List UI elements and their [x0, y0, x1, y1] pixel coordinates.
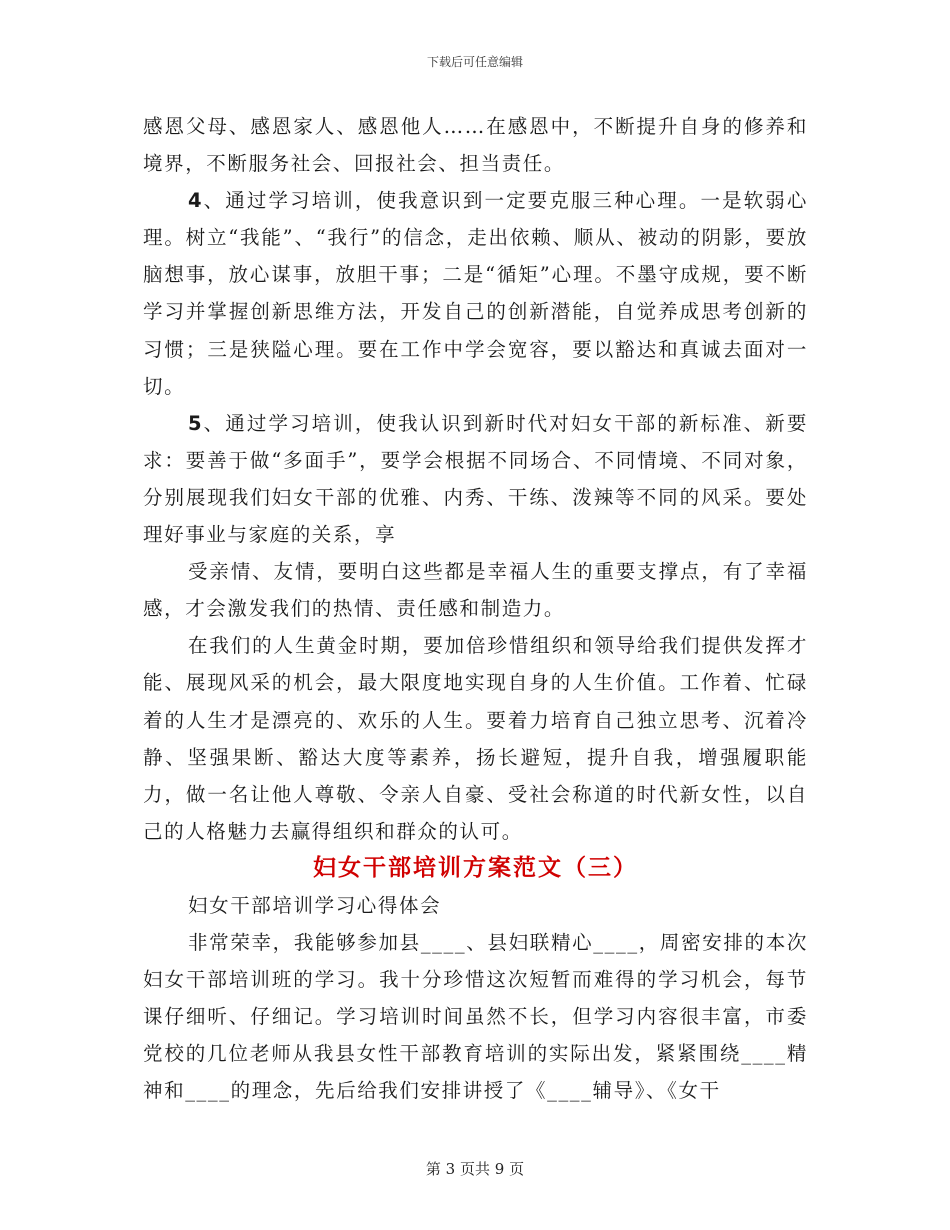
point-number: 5 [188, 411, 204, 435]
paragraph [143, 553, 808, 627]
paragraph [143, 924, 808, 1109]
point-number: 4 [188, 189, 204, 213]
paragraph-text: 受亲情、友情，要明白这些都是幸福人生的重要支撑点，有了幸福感，才会激发我们的热情、责任感和制造力。 [143, 560, 808, 621]
paragraph [143, 627, 808, 850]
paragraph [143, 108, 808, 182]
paragraph-text: 感恩父母、感恩家人、感恩他人……在感恩中，不断提升自身的修养和境界，不断服务社会、回报社会、担当责任。 [143, 115, 808, 176]
paragraph-point-5 [143, 405, 808, 553]
paragraph-text: 非常荣幸，我能够参加县____、县妇联精心____，周密安排的本次妇女干部培训班的学习。我十分珍惜这次短暂而难得的学习机会，每节课仔细听、仔细记。学习培训时间虽然不长，但学习内容很丰富，市委党校的几位老师从我县女性干部教育培训的实际出发，紧紧围绕____精神和____的理念，先后给我们安排讲授了《____辅导》、《女干 [143, 931, 808, 1103]
paragraph-text: 、通过学习培训，使我认识到新时代对妇女干部的新标准、新要求：要善于做“多面手”，要学会根据不同场合、不同情境、不同对象，分别展现我们妇女干部的优雅、内秀、干练、泼辣等不同的风采。要处理好事业与家庭的关系，享 [143, 411, 808, 547]
paragraph-text: 在我们的人生黄金时期，要加倍珍惜组织和领导给我们提供发挥才能、展现风采的机会，最大限度地实现自身的人生价值。工作着、忙碌着的人生才是漂亮的、欢乐的人生。要着力培育自己独立思考、沉着冷静、坚强果断、豁达大度等素养，扬长避短，提升自我，增强履职能力，做一名让他人尊敬、令亲人自豪、受社会称道的时代新女性，以自己的人格魅力去赢得组织和群众的认可。 [143, 634, 808, 843]
paragraph-point-4 [143, 182, 808, 405]
page-footer: 第 3 页共 9 页 [425, 1160, 525, 1178]
section-title: 妇女干部培训方案范文（三） [313, 854, 638, 881]
subheading-text: 妇女干部培训学习心得体会 [188, 893, 442, 917]
document-body [143, 108, 808, 1110]
subheading [143, 887, 808, 924]
paragraph-text: 、通过学习培训，使我意识到一定要克服三种心理。一是软弱心理。树立“我能”、“我行”的信念，走出依赖、顺从、被动的阴影，要放脑想事，放心谋事，放胆干事；二是“循矩”心理。不墨守成规，要不断学习并掌握创新思维方法，开发自己的创新潜能，自觉养成思考创新的习惯；三是狭隘心理。要在工作中学会宽容，要以豁达和真诚去面对一切。 [143, 189, 808, 398]
page-header: 下载后可任意编辑 [426, 55, 523, 69]
